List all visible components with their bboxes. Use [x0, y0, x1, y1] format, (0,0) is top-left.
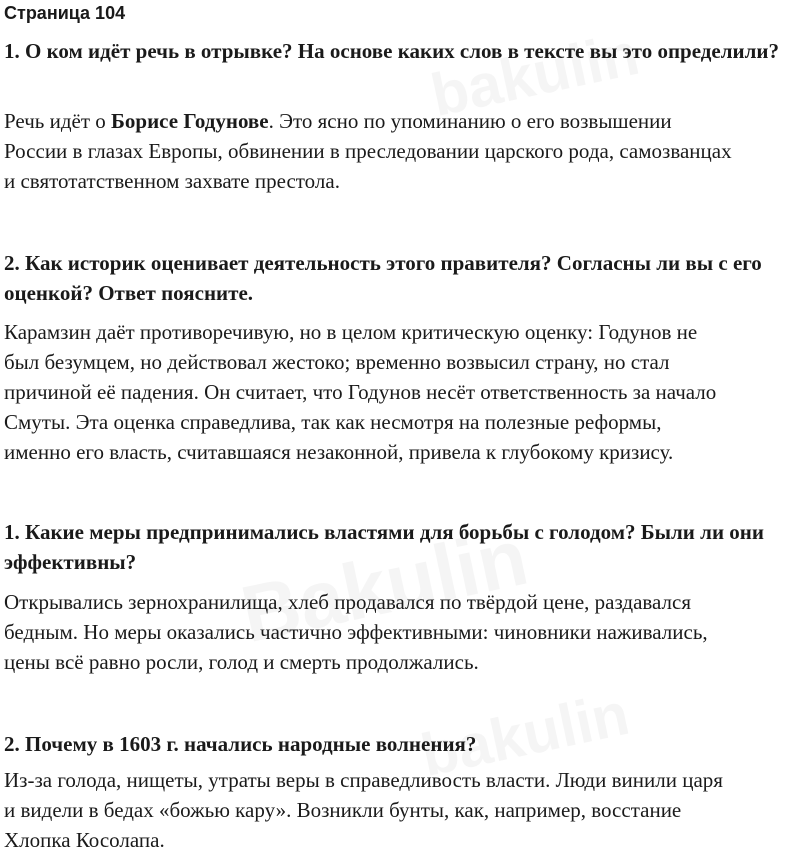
page-label: Страница 104	[4, 3, 126, 23]
question-2: 2. Как историк оценивает деятельность этого правителя? Согласны ли вы с его оценкой? Ответ поясните.	[4, 251, 762, 305]
answer-3: Открывались зернохранилища, хлеб продавался по твёрдой цене, раздавался бедным. Но меры оказались частично эффективными: чиновники наживались, цены всё равно росли, голод и смерть продолжались.	[4, 590, 708, 674]
answer-2: Карамзин даёт противоречивую, но в целом критическую оценку: Годунов не был безумцем, но действовал жестоко; временно возвысил страну, но стал причиной её падения. Он считает, что Годунов несёт ответственность за начало Смуты. Эта оценка справедлива, так как несмотря на полезные реформы, именно его власть, считавшаяся незаконной, привела к глубокому кризису.	[4, 320, 717, 464]
answer-4: Из-за голода, нищеты, утраты веры в справедливость власти. Люди винили царя и видели в бедах «божью кару». Возникли бунты, как, например, восстание Хлопка Косолапа.	[4, 768, 723, 852]
answer-1-bold: Борисе Годунове	[111, 109, 269, 133]
answer-1-pre: Речь идёт о	[4, 109, 112, 133]
answer-1	[4, 106, 800, 196]
answer-1-post: . Это ясно по упоминанию о его возвышении России в глазах Европы, обвинении в преследовании царского рода, самозванцах и святотатственном захвате престола.	[4, 109, 732, 193]
question-1: 1. О ком идёт речь в отрывке? На основе каких слов в тексте вы это определили?	[4, 39, 779, 63]
question-3: 1. Какие меры предпринимались властями для борьбы с голодом? Были ли они эффективны?	[4, 520, 764, 574]
question-4: 2. Почему в 1603 г. начались народные волнения?	[4, 732, 477, 756]
